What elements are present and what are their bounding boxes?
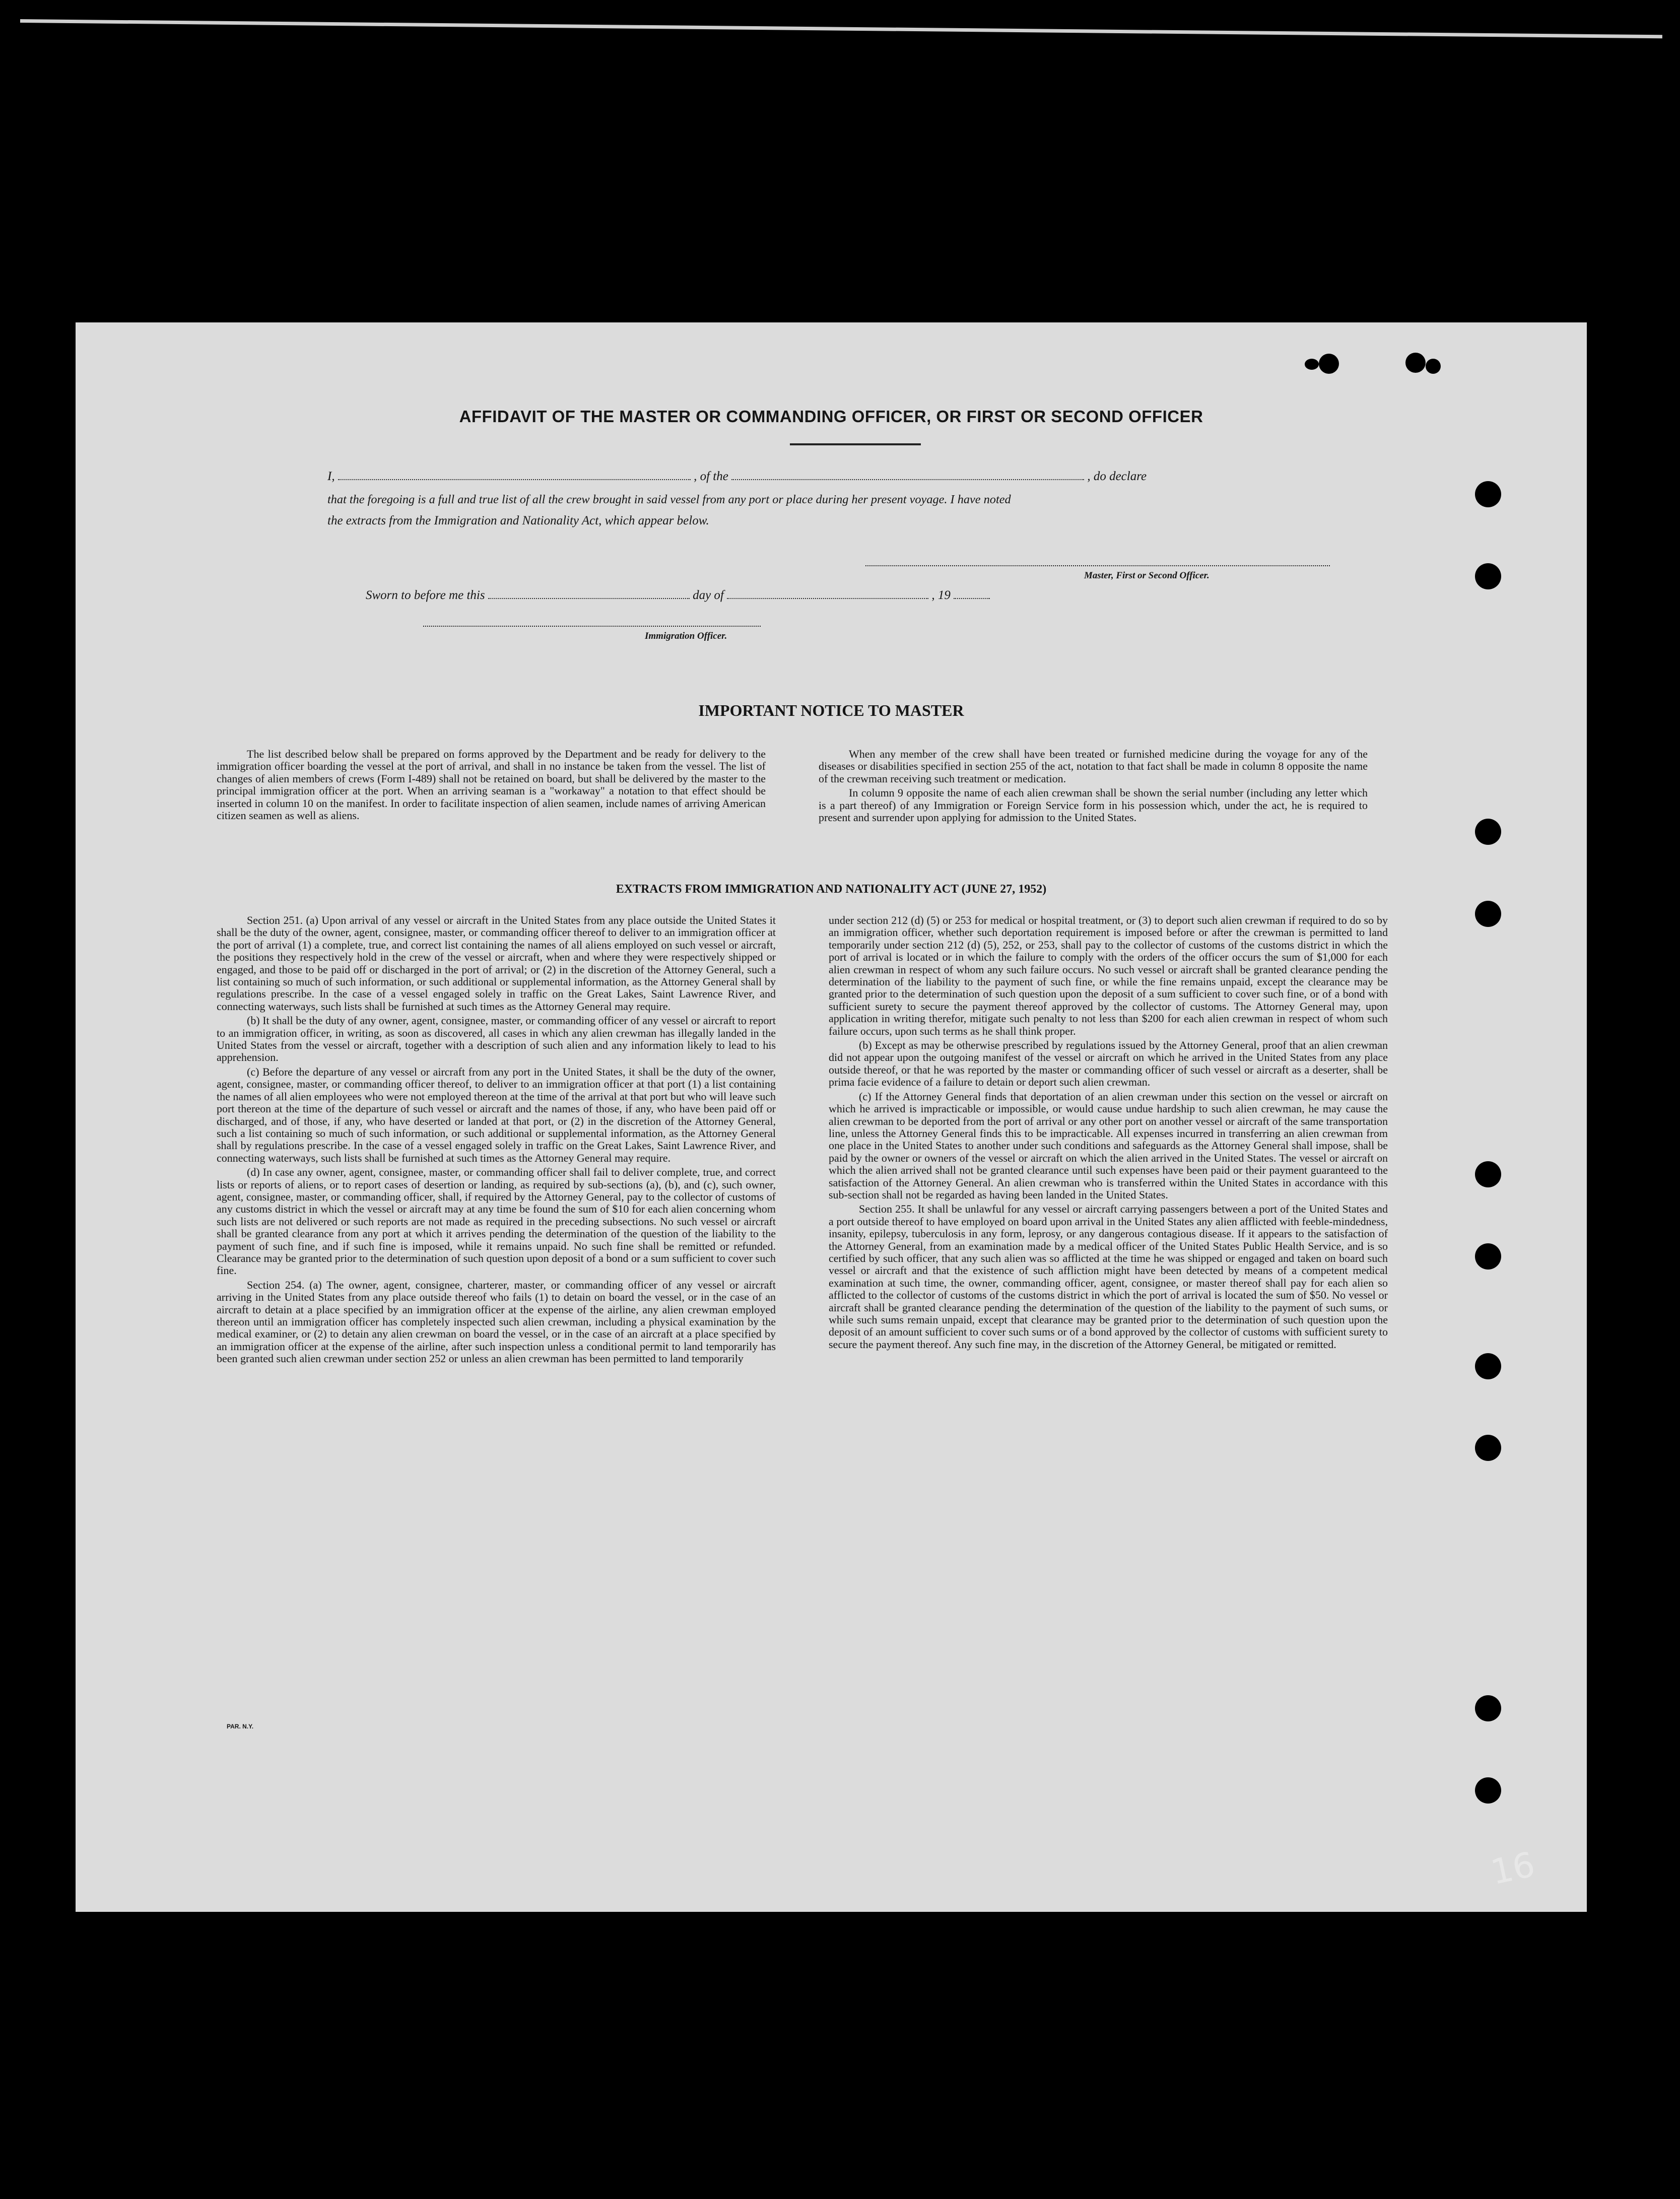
- notice-right-column: [819, 748, 1368, 824]
- binder-hole: [1475, 1353, 1501, 1379]
- document-page: [76, 322, 1587, 1912]
- act-section-paragraph: (b) Except as may be otherwise prescribed by regulations issued by the Attorney General, proof that an alien crewman did not appear upon the outgoing manifest of the vessel or aircraft on which he arrived in the United States from any place outside thereof, or that he was reported by the master or commanding officer of such vessel or aircraft as a deserter, shall be prima facie evidence of a failure to detain or deport such alien crewman.: [829, 1039, 1388, 1089]
- year-prefix: , 19: [931, 588, 951, 602]
- extracts-right-column: [829, 914, 1388, 1351]
- scanner-edge-line: [20, 19, 1662, 38]
- affidavit-title: AFFIDAVIT OF THE MASTER OR COMMANDING OFFICER, OR FIRST OR SECOND OFFICER: [459, 407, 1203, 426]
- printer-mark: PAR. N.Y.: [227, 1723, 254, 1730]
- declaration-do-declare: , do declare: [1087, 470, 1147, 483]
- title-rule: [790, 443, 921, 445]
- sworn-before: Sworn to before me this: [366, 588, 485, 602]
- punch-mark: [1426, 359, 1441, 374]
- binder-hole: [1475, 901, 1501, 927]
- day-of: day of: [693, 588, 724, 602]
- punch-mark: [1405, 353, 1426, 373]
- act-section-paragraph: (c) Before the departure of any vessel or aircraft from any port in the United States, it shall be the duty of the owner, agent, consignee, master, or commanding officer thereof, to deliver to an immigration officer at that port (1) a list containing the names of all alien employees who were not employed thereon at the time of the arrival at that port but who will leave such port thereon at the time of the departure of such vessel or aircraft and the names of those, if any, who have been paid off or discharged, and of those, if any, who have deserted or landed at that port, or (2) in the discretion of the Attorney General, such a list containing so much of such information, or such additional or supplemental information, as the Attorney General shall by regulations prescribe. In the case of a vessel engaged solely in traffic on the Great Lakes, Saint Lawrence River, and connecting waterways, such lists shall be furnished at such times as the Attorney General may require.: [217, 1065, 776, 1164]
- notice-paragraph: The list described below shall be prepared on forms approved by the Department and be ready for delivery to the immigration officer boarding the vessel at the port of arrival, and shall in no instance be taken from the vessel. The list of changes of alien members of crews (Form I-489) shall not be retained on board, but shall be delivered by the master to the principal immigration officer at the port. When an arriving seaman is a "workaway" a notation to that effect should be inserted in column 10 on the manifest. In order to facilitate inspection of alien seamen, include names of arriving American citizen seamen as well as aliens.: [217, 748, 766, 822]
- margin-annotation: 16: [1487, 1844, 1538, 1893]
- declaration-line-2: that the foregoing is a full and true list of all the crew brought in said vessel from any port or place during her present voyage. I have noted: [327, 493, 1011, 506]
- act-section-paragraph: under section 212 (d) (5) or 253 for medical or hospital treatment, or (3) to deport such alien crewman if required to do so by an immigration officer, whether such deportation requirement is imposed before or after the crewman is permitted to land temporarily under section 212 (d) (5), 252, or 253, shall pay to the collector of customs of the customs district in which the port of arrival is located or in which the failure to comply with the orders of the officer occurs the sum of $1,000 for each alien crewman in respect of whom any such failure occurs. No such vessel or aircraft shall be granted clearance pending the determination of the liability to the payment of such fine, or while the fine remains unpaid, except the clearance may be granted prior to the determination of such question upon the deposit of a sum sufficient to cover such fine, or of a bond with sufficient surety to secure the payment thereof approved by the collector of customs. The Attorney General may, upon application in writing therefor, mitigate such penalty to not less than $200 for each alien crewman in respect of whom such failure occurs, upon such terms as he shall think proper.: [829, 914, 1388, 1037]
- master-signature-line[interactable]: [865, 565, 1330, 566]
- act-section-paragraph: Section 255. It shall be unlawful for any vessel or aircraft carrying passengers between a port of the United States and a port outside thereof to have employed on board upon arrival in the United States any alien afflicted with feeble-mindedness, insanity, epilepsy, tuberculosis in any form, leprosy, or any dangerous contagious disease. If it appears to the satisfaction of the Attorney General, from an examination made by a medical officer of the United States Public Health Service, and is so certified by such officer, that any such alien was so afflicted at the time he was shipped or engaged and taken on board such vessel or aircraft and that the existence of such affliction might have been detected by means of a competent medical examination at such time, the owner, commanding officer, agent, consignee, or master thereof shall pay for each alien so afflicted to the collector of customs of the customs district in which the port of arrival is located the sum of $50. No vessel or aircraft shall be granted clearance pending the determination of the question of the liability to the payment of such sums, or while such sums remain unpaid, except that clearance may be granted prior to the determination of such question upon the deposit of an amount sufficient to cover such sums or of a bond approved by the collector of customs with sufficient surety to secure the payment thereof. Any such fine may, in the discretion of the Attorney General, be mitigated or remitted.: [829, 1203, 1388, 1351]
- year-blank[interactable]: [954, 589, 990, 599]
- notice-title: IMPORTANT NOTICE TO MASTER: [698, 701, 964, 719]
- binder-hole: [1475, 1695, 1501, 1721]
- act-section-paragraph: Section 254. (a) The owner, agent, consignee, charterer, master, or commanding officer of any vessel or aircraft arriving in the United States from any place outside thereof who fails (1) to detain on board the vessel, or in the case of an aircraft to detain at a place specified by an immigration officer at the expense of the airline, any alien crewman employed thereon until an immigration officer has completely inspected such alien crewman, including a physical examination by the medical examiner, or (2) to detain any alien crewman on board the vessel, or in the case of an aircraft at a place specified by an immigration officer at the expense of the airline, after such inspection unless a conditional permit to land temporarily has been granted such alien crewman under section 252 or unless an alien crewman has been permitted to land temporarily: [217, 1278, 776, 1365]
- immigration-officer-signature-line[interactable]: [423, 626, 761, 627]
- declaration-line-3: the extracts from the Immigration and Nationality Act, which appear below.: [327, 514, 709, 527]
- immigration-officer-label: Immigration Officer.: [645, 631, 727, 641]
- notice-paragraph: When any member of the crew shall have been treated or furnished medicine during the voyage for any of the diseases or disabilities specified in section 255 of the act, notation to that fact shall be made in column 8 opposite the name of the crewman receiving such treatment or medication.: [819, 748, 1368, 785]
- binder-hole: [1475, 1777, 1501, 1804]
- master-signature-label: Master, First or Second Officer.: [1084, 570, 1209, 581]
- binder-hole: [1475, 819, 1501, 845]
- binder-hole: [1475, 563, 1501, 589]
- binder-hole: [1475, 1161, 1501, 1187]
- declaration-line-1: [327, 470, 1350, 484]
- punch-mark: [1319, 354, 1339, 374]
- binder-hole: [1475, 1243, 1501, 1270]
- declaration-i: I,: [327, 470, 335, 483]
- vessel-blank[interactable]: [731, 470, 1084, 480]
- declaration-of-the: , of the: [694, 470, 728, 483]
- extracts-title: EXTRACTS FROM IMMIGRATION AND NATIONALITY ACT (JUNE 27, 1952): [616, 883, 1047, 896]
- binder-hole: [1475, 1435, 1501, 1461]
- month-blank[interactable]: [727, 589, 928, 599]
- notice-left-column: [217, 748, 766, 822]
- day-blank[interactable]: [488, 589, 690, 599]
- act-section-paragraph: (d) In case any owner, agent, consignee, master, or commanding officer shall fail to deliver complete, true, and correct lists or reports of aliens, or to report cases of desertion or landing, as required by sub-sections (a), (b), and (c), such owner, agent, consignee, master, or commanding officer, shall, if required by the Attorney General, pay to the collector of customs of any customs district in which the vessel or aircraft may at any time be found the sum of $10 for each alien concerning whom such lists are not delivered or such reports are not made as required in the preceding subsections. No such vessel or aircraft shall be granted clearance from any port at which it arrives pending the determination of the question of the liability to the payment of such fine, and if such fine is imposed, while it remains unpaid. No such fine shall be remitted or refunded. Clearance may be granted prior to the determination of such question upon deposit of a bond or a sum sufficient to cover such fine.: [217, 1166, 776, 1277]
- extracts-left-column: [217, 914, 776, 1365]
- act-section-paragraph: Section 251. (a) Upon arrival of any vessel or aircraft in the United States from any place outside the United States it shall be the duty of the owner, agent, consignee, master, or commanding officer thereof to deliver to an immigration officer at the port of arrival (1) a complete, true, and correct list containing the names of all aliens employed on such vessel or aircraft, the positions they respectively hold in the crew of the vessel or aircraft, when and where they were respectively shipped or engaged, and those to be paid off or discharged in the port of arrival; or (2) in the discretion of the Attorney General, such a list containing so much of such information, or such additional or supplemental information, as the Attorney General shall by regulations prescribe. In the case of a vessel engaged solely in traffic on the Great Lakes, Saint Lawrence River, and connecting waterways, such lists shall be furnished at such times as the Attorney General may require.: [217, 914, 776, 1013]
- name-blank[interactable]: [338, 470, 691, 480]
- sworn-line: [366, 588, 1071, 603]
- act-section-paragraph: (c) If the Attorney General finds that deportation of an alien crewman under this section on the vessel or aircraft on which he arrived is impracticable or impossible, or would cause undue hardship to such alien crewman, he may cause the alien crewman to be deported from the port of arrival or any other port on another vessel or aircraft of the same transportation line, unless the Attorney General finds this to be impracticable. All expenses incurred in transferring an alien crewman from one place in the United States to another under such conditions and safeguards as the Attorney General shall impose, shall be paid by the owner or owners of the vessel or aircraft on which the alien arrived in the United States. The vessel or aircraft on which the alien arrived shall not be granted clearance until such expenses have been paid or their payment guaranteed to the satisfaction of the Attorney General. An alien crewman who is transferred within the United States in accordance with this sub-section shall not be regarded as having been landed in the United States.: [829, 1090, 1388, 1201]
- act-section-paragraph: (b) It shall be the duty of any owner, agent, consignee, master, or commanding officer of any vessel or aircraft to report to an immigration officer, in writing, as soon as discovered, all cases in which any alien crewman has illegally landed in the United States from the vessel or aircraft, together with a description of such alien and any information likely to lead to his apprehension.: [217, 1014, 776, 1064]
- punch-mark: [1305, 359, 1319, 370]
- notice-paragraph: In column 9 opposite the name of each alien crewman shall be shown the serial number (including any letter which is a part thereof) of any Immigration or Foreign Service form in his possession which, under the act, he is required to present and surrender upon applying for admission to the United States.: [819, 786, 1368, 824]
- binder-hole: [1475, 481, 1501, 507]
